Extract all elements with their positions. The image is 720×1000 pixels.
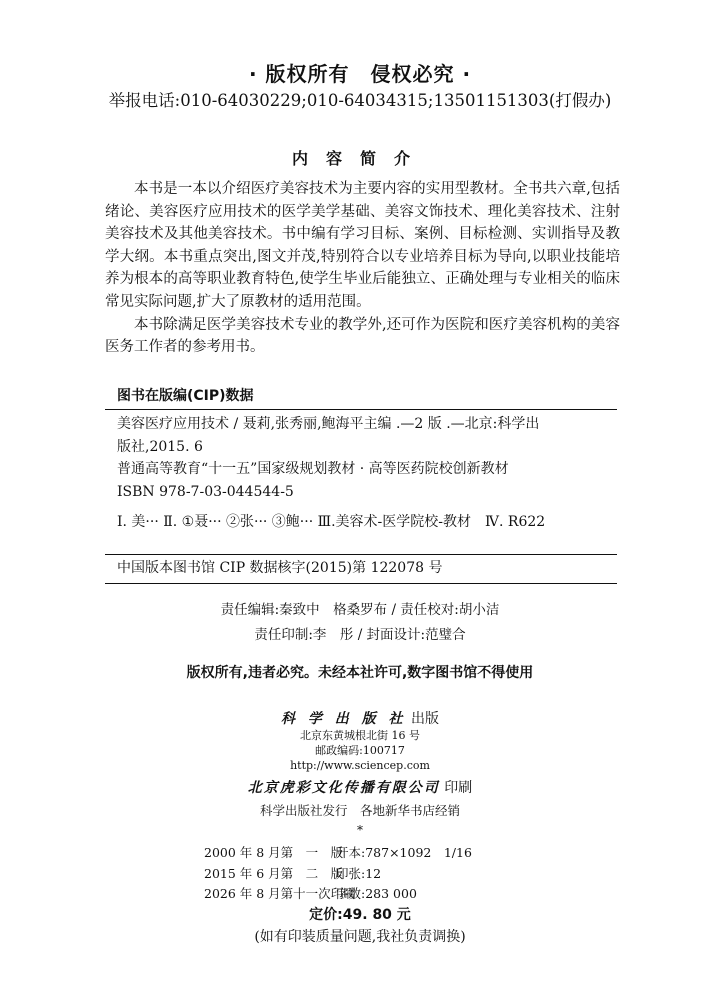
report-phone: 举报电话:010-64030229;010-64034315;13501151303(打假办)	[108, 91, 612, 110]
exchange-note: (如有印装质量问题,我社负责调换)	[254, 929, 466, 945]
cip-middle-divider	[105, 554, 617, 555]
publisher-name: 科 学 出 版 社	[281, 711, 407, 727]
printer-line	[0, 777, 720, 797]
summary-title: 内容简介	[291, 149, 428, 168]
copyright-title: · 版权所有 侵权必究 ·	[248, 62, 472, 86]
cip-line-4: ISBN 978-7-03-044544-5	[117, 483, 294, 500]
cip-verification: 中国版本图书馆 CIP 数据核字(2015)第 122078 号	[117, 560, 443, 576]
cip-record	[117, 413, 612, 534]
responsible-editors: 责任编辑:秦致中 格桑罗布 / 责任校对:胡小洁	[220, 602, 500, 618]
edition-cell: 2015 年 6 月第 二 版	[204, 865, 344, 881]
price: 定价:49. 80 元	[309, 907, 411, 923]
printer-name: 北京虎彩文化传播有限公司	[247, 780, 440, 796]
publisher-website: http://www.sciencep.com	[290, 759, 430, 772]
summary-paragraph-1: 本书是一本以介绍医疗美容技术为主要内容的实用型教材。全书共六章,包括绪论、美容医疗应用技术的医学美学基础、美容文饰技术、理化美容技术、注射美容技术及其他美容技术。书中编有学习目标、案例、目标检测、实训指导及教学大纲。本书重点突出,图文并茂,特别符合以专业培养目标为导向,以职业技能培养为根本的高等职业教育特色,使学生毕业后能独立、正确处理与专业相关的临床常见实际问题,扩大了原教材的适用范围。	[105, 181, 620, 310]
rights-notice: 版权所有,违者必究。未经本社许可,数字图书馆不得使用	[186, 665, 534, 681]
publisher-address: 北京东黄城根北街 16 号	[300, 729, 420, 742]
publisher-line	[0, 708, 720, 728]
edition-cell: 2026 年 8 月第十一次印刷	[204, 886, 356, 901]
edition-cell: 2000 年 8 月第 一 版	[204, 845, 344, 860]
cip-line-2: 版社,2015. 6	[117, 438, 203, 455]
publisher-suffix: 出版	[410, 711, 439, 727]
summary-body	[105, 178, 620, 359]
distribution-info: 科学出版社发行 各地新华书店经销	[259, 803, 460, 818]
cip-line-3: 普通高等教育“十一五”国家级规划教材 · 高等医药院校创新教材	[117, 461, 509, 477]
cip-top-divider	[105, 409, 617, 410]
cip-label: 图书在版编(CIP)数据	[117, 388, 254, 404]
printing-staff: 责任印制:李 彤 / 封面设计:范璧合	[254, 627, 466, 643]
printing-history	[204, 843, 472, 905]
printing-row	[204, 843, 472, 864]
separator-asterisk: *	[357, 823, 363, 837]
printing-row	[204, 864, 472, 885]
publisher-postcode: 邮政编码:100717	[315, 744, 405, 757]
spec-cell: 印张:12	[336, 865, 382, 881]
spec-cell: 字数:283 000	[336, 886, 417, 901]
summary-paragraph-2: 本书除满足医学美容技术专业的教学外,还可作为医院和医疗美容机构的美容医务工作者的参考用书。	[105, 316, 620, 356]
cip-classification: Ⅰ. 美··· Ⅱ. ①聂··· ②张··· ③鲍··· Ⅲ.美容术-医学院校-教材 Ⅳ. R622	[117, 514, 546, 530]
printing-row	[204, 884, 472, 905]
spec-cell: 开本:787×1092 1/16	[336, 845, 472, 860]
cip-line-1: 美容医疗应用技术 / 聂莉,张秀丽,鲍海平主编 .—2 版 .—北京:科学出	[117, 416, 540, 432]
printer-suffix: 印刷	[444, 780, 473, 796]
cip-bottom-divider	[105, 583, 617, 584]
